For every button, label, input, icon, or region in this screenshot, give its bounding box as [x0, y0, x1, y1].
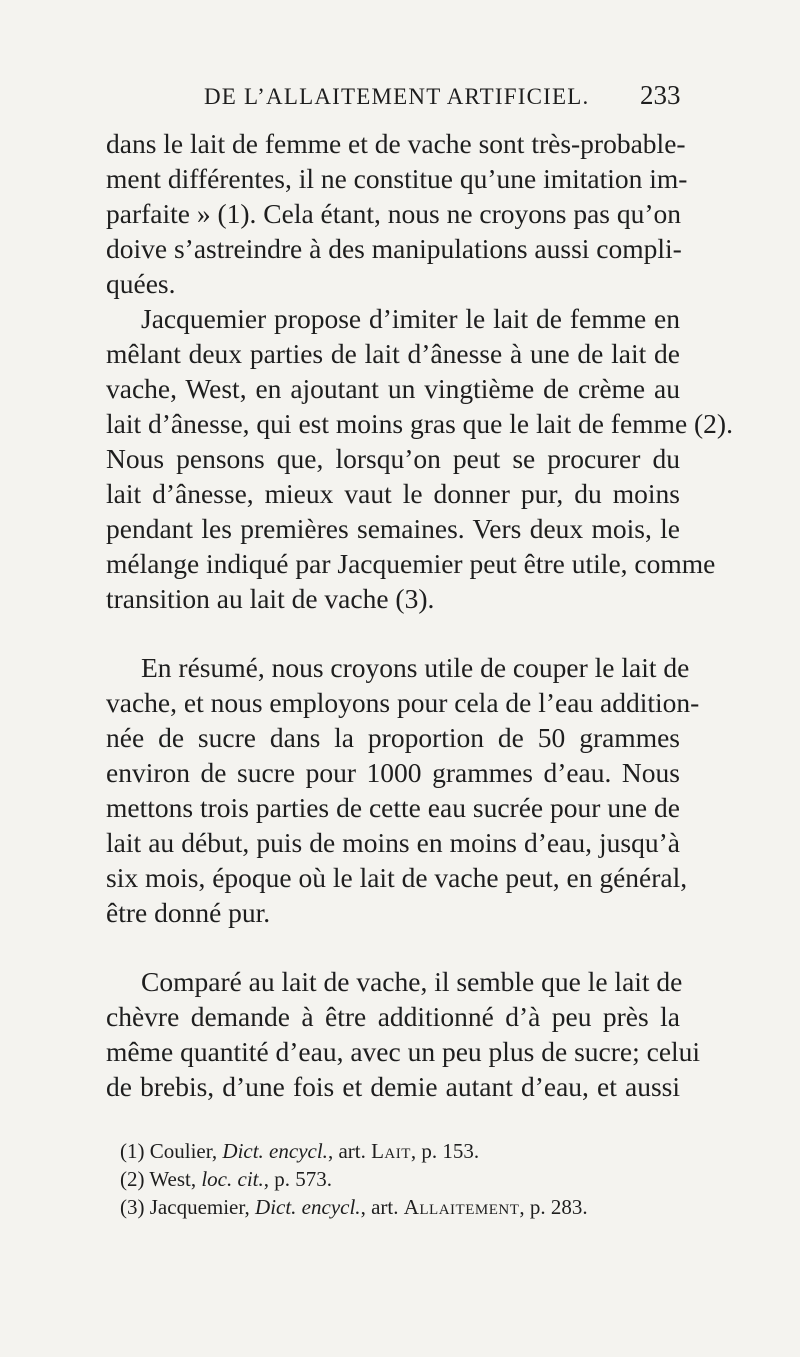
text-line: Comparé au lait de vache, il semble que le lait de — [141, 966, 683, 997]
text-line: ment différentes, il ne constitue qu’une imitation im- — [106, 163, 688, 194]
footnote-text: , art. — [327, 1139, 366, 1163]
text-line: En résumé, nous croyons utile de couper le lait de — [141, 652, 690, 683]
text-line: lait d’ânesse, mieux vaut le donner pur, du moins — [106, 478, 680, 509]
footnote-article: Allaitement — [403, 1195, 520, 1219]
footnote-author: Jacquemier, — [149, 1195, 250, 1219]
text-line: mélange indiqué par Jacquemier peut être utile, comme — [106, 548, 716, 579]
footnote-1 — [120, 1138, 479, 1164]
text-line: lait au début, puis de moins en moins d’eau, jusqu’à — [106, 827, 680, 858]
text-line: de brebis, d’une fois et demie autant d’eau, et aussi — [106, 1071, 680, 1102]
footnote-text: , p. 573. — [263, 1167, 332, 1191]
text-line: être donné pur. — [106, 897, 271, 928]
footnote-marker: (1) — [120, 1139, 145, 1163]
footnote-work: Dict. encycl. — [222, 1139, 328, 1163]
text-line: six mois, époque où le lait de vache peut, en général, — [106, 862, 688, 893]
footnote-marker: (3) — [120, 1195, 145, 1219]
text-line: lait d’ânesse, qui est moins gras que le lait de femme (2). — [106, 408, 733, 439]
footnote-work: Dict. encycl. — [255, 1195, 361, 1219]
text-line: née de sucre dans la proportion de 50 grammes — [106, 722, 680, 753]
text-line: quées. — [106, 268, 176, 299]
text-line: doive s’astreindre à des manipulations aussi compli- — [106, 233, 682, 264]
footnote-2 — [120, 1166, 332, 1192]
footnote-3 — [120, 1194, 588, 1220]
footnote-work: loc. cit. — [201, 1167, 264, 1191]
footnote-ref: , p. 283. — [519, 1195, 588, 1219]
text-line: mettons trois parties de cette eau sucrée pour une de — [106, 792, 680, 823]
footnote-text: , art. — [360, 1195, 399, 1219]
text-line: transition au lait de vache (3). — [106, 583, 435, 614]
text-line: parfaite » (1). Cela étant, nous ne croyons pas qu’on — [106, 198, 682, 229]
text-line: Jacquemier propose d’imiter le lait de femme en — [141, 303, 680, 334]
footnote-article: Lait — [371, 1139, 411, 1163]
footnote-author: Coulier, — [149, 1139, 218, 1163]
text-line: Nous pensons que, lorsqu’on peut se procurer du — [106, 443, 680, 474]
footnote-marker: (2) — [120, 1167, 145, 1191]
text-line: chèvre demande à être additionné d’à peu près la — [106, 1001, 680, 1032]
text-line: dans le lait de femme et de vache sont très-probable- — [106, 128, 686, 159]
text-line: vache, West, en ajoutant un vingtième de crème au — [106, 373, 680, 404]
text-line: pendant les premières semaines. Vers deux mois, le — [106, 513, 680, 544]
text-line: environ de sucre pour 1000 grammes d’eau. Nous — [106, 757, 680, 788]
text-line: mêlant deux parties de lait d’ânesse à une de lait de — [106, 338, 680, 369]
text-line: même quantité d’eau, avec un peu plus de sucre; celui — [106, 1036, 701, 1067]
page-number: 233 — [640, 80, 681, 110]
footnote-ref: , p. 153. — [410, 1139, 480, 1163]
text-line: vache, et nous employons pour cela de l’eau addition- — [106, 687, 700, 718]
running-title: DE L’ALLAITEMENT ARTIFICIEL. — [204, 84, 590, 109]
footnote-author: West, — [149, 1167, 197, 1191]
